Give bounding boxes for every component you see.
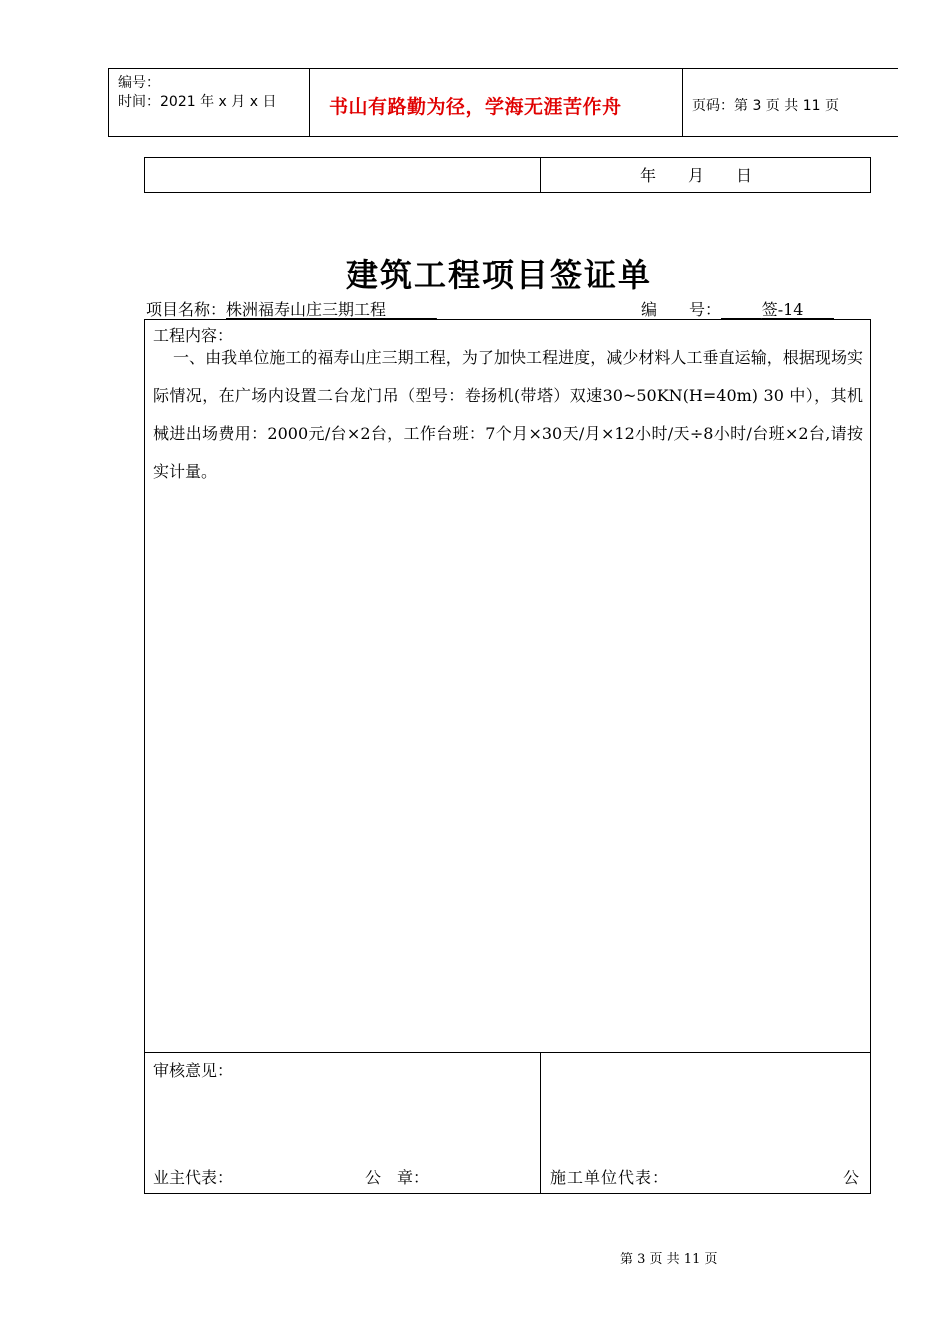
page-footer: 第 3 页 共 11 页: [620, 1252, 718, 1267]
header-divider-2: [682, 68, 683, 136]
header-bottom-border: [108, 136, 898, 137]
review-opinion-label: 审核意见：: [153, 1061, 234, 1080]
header-motto: 书山有路勤为径，学海无涯苦作舟: [329, 96, 622, 118]
owner-rep-label: 业主代表：: [153, 1168, 234, 1187]
header-page-label: 页码：第 3 页 共 11 页: [692, 98, 839, 114]
review-row-top-border: [144, 1052, 871, 1053]
project-value: 株洲福寿山庄三期工程: [226, 300, 387, 319]
header-divider-left: [108, 68, 109, 136]
contractor-seal-label: 公: [843, 1168, 860, 1187]
number-value: 签-14: [761, 300, 804, 319]
number-line: [641, 297, 834, 320]
project-line: [146, 297, 437, 320]
project-label: 项目名称：: [146, 300, 227, 319]
content-text: 一、由我单位施工的福寿山庄三期工程，为了加快工程进度，减少材料人工垂直运输，根据现场实际情况，在广场内设置二台龙门吊（型号：卷扬机(带塔）双速30~50KN(H=40m) 30 中），其机械进出场费用：2000元/台×2台，工作台班：7个月×30天/月×12小时/天÷8小时/台班×2台,请按实计量。: [153, 348, 863, 481]
header-divider-1: [309, 68, 310, 136]
review-row-divider: [540, 1052, 541, 1194]
document-title: 建筑工程项目签证单: [346, 256, 653, 294]
header-top-border: [108, 68, 898, 69]
content-label: 工程内容：: [153, 326, 234, 345]
date-row-date: 年 月 日: [640, 166, 753, 185]
header-number-label: 编号：: [118, 75, 160, 91]
date-row-table: [144, 157, 871, 193]
number-label: 编 号：: [641, 300, 722, 319]
date-row-divider: [540, 157, 541, 193]
contractor-rep-label: 施工单位代表：: [550, 1168, 670, 1187]
header-time-label: 时间：2021 年 x 月 x 日: [118, 94, 277, 110]
owner-seal-label: 公 章：: [365, 1168, 430, 1187]
